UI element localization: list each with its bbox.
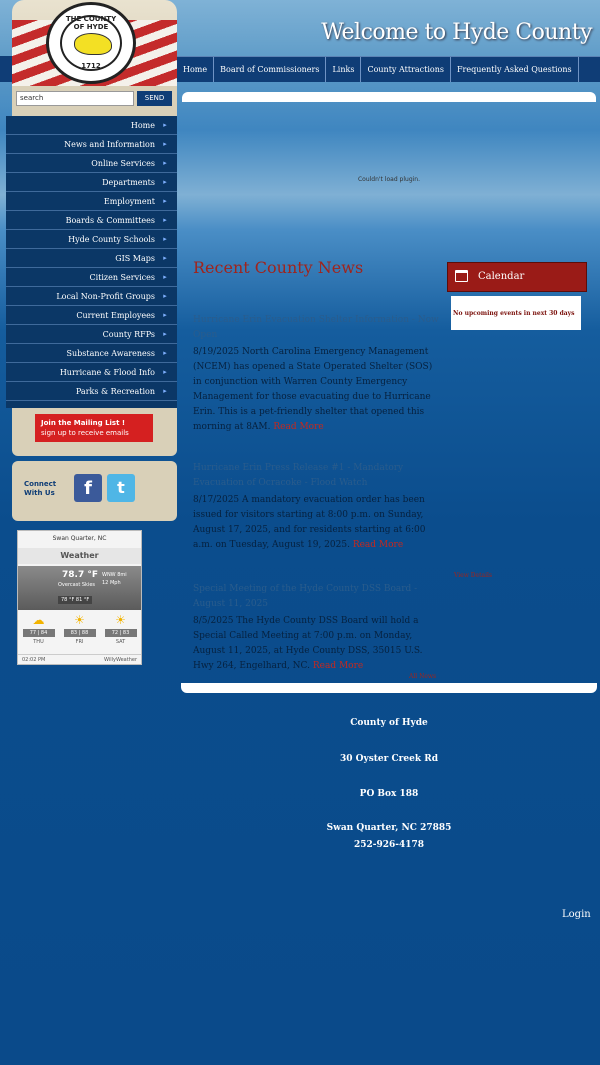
sidebar-item-online-services[interactable] (6, 154, 177, 173)
forecast-day-name: SAT (115, 639, 126, 645)
cloud-icon: ☁ (32, 613, 45, 627)
weather-title: Weather (18, 548, 141, 564)
sidebar-item-label: Hurricane & Flood Info (59, 367, 155, 377)
sidebar-item-label: Local Non-Profit Groups (56, 291, 155, 301)
topnav-links[interactable]: Links (326, 57, 361, 82)
weather-hilo: 78 °F 81 °F (58, 596, 92, 604)
site-title: Welcome to Hyde County (321, 20, 592, 45)
all-news-link[interactable]: All News (409, 673, 437, 680)
topnav-county-attractions[interactable]: County Attractions (361, 57, 451, 82)
calendar-header[interactable]: Calendar (447, 262, 587, 292)
chevron-right-icon: ▸ (163, 254, 167, 262)
chevron-right-icon: ▸ (163, 387, 167, 395)
mailing-list-button[interactable] (35, 414, 153, 442)
weather-wind-dir: WNW 8mi (102, 572, 127, 578)
forecast-day-name: THU (33, 639, 44, 645)
topnav-left-edge (0, 56, 12, 82)
seal-text: THE COUNTY OF HYDE (65, 15, 117, 31)
topnav-faq[interactable]: Frequently Asked Questions (451, 57, 579, 82)
sidebar-menu (6, 116, 177, 408)
news-article (193, 313, 443, 435)
weather-widget[interactable] (17, 530, 142, 665)
footer-city: Swan Quarter, NC 27885 (326, 823, 452, 833)
forecast-range: 83 | 88 (64, 629, 96, 637)
sidebar-item-label: Parks & Recreation (75, 386, 155, 396)
sidebar-item-departments[interactable] (6, 173, 177, 192)
weather-footer (18, 654, 141, 665)
footer-address1: 30 Oyster Creek Rd (339, 754, 439, 764)
plugin-error-message: Couldn't load plugin. (357, 176, 421, 183)
sidebar-item-label: Employment (103, 196, 155, 206)
county-seal-logo[interactable] (46, 2, 136, 84)
seal-year: 1712 (81, 62, 101, 70)
chevron-right-icon: ▸ (163, 178, 167, 186)
calendar-empty-message: No upcoming events in next 30 days (451, 296, 581, 330)
calendar-details-link[interactable]: View Details (454, 572, 493, 579)
article-body (193, 614, 443, 674)
forecast-day-name: FRI (75, 639, 84, 645)
sidebar-item-hurricane[interactable] (6, 363, 177, 382)
seal-bird-icon (74, 33, 112, 55)
sidebar-item-schools[interactable] (6, 230, 177, 249)
article-text: 8/5/2025 The Hyde County DSS Board will hold a Special Called Meeting at 7:00 p.m. on Monday, August 11, 2025, at Hyde County DSS, 35015 U.S. Hwy 264, Engelhard, NC. (193, 616, 423, 671)
sidebar-item-home[interactable] (6, 116, 177, 135)
sidebar-item-substance-awareness[interactable] (6, 344, 177, 363)
top-nav (177, 56, 600, 82)
chevron-right-icon: ▸ (163, 311, 167, 319)
forecast-range: 72 | 83 (105, 629, 137, 637)
sidebar-item-label: Boards & Committees (65, 215, 155, 225)
mailing-title: Join the Mailing List ! (41, 419, 126, 427)
sidebar-item-label: GIS Maps (115, 253, 155, 263)
weather-condition: Overcast Skies (58, 582, 96, 588)
connect-label: Connect With Us (24, 480, 57, 497)
forecast-range: 77 | 84 (23, 629, 55, 637)
chevron-right-icon: ▸ (163, 330, 167, 338)
sidebar-item-non-profit[interactable] (6, 287, 177, 306)
sidebar-item-label: Home (130, 120, 155, 130)
sidebar-item-rfps[interactable] (6, 325, 177, 344)
weather-temp: 78.7 °F (62, 570, 98, 580)
topnav-home[interactable]: Home (177, 57, 214, 82)
chevron-right-icon: ▸ (163, 140, 167, 148)
sidebar-item-label: Citizen Services (89, 272, 155, 282)
article-text: 8/17/2025 A mandatory evacuation order has been issued for visitors starting at 8:00 p.m. on Sunday, August 17, 2025, and for residents starting at 6:00 a.m. on Tuesday, August 19, 2025. (193, 495, 426, 550)
footer-address2: PO Box 188 (359, 789, 419, 799)
search-button[interactable]: SEND (137, 91, 172, 106)
sidebar-item-label: Current Employees (76, 310, 155, 320)
article-body (193, 345, 443, 435)
content-bottom-border (181, 683, 597, 693)
sidebar-item-label: News and Information (64, 139, 155, 149)
chevron-right-icon: ▸ (163, 235, 167, 243)
weather-location: Swan Quarter, NC (52, 535, 107, 542)
article-title[interactable]: Hurricane Erin Evacuation Shelter Information - Now Open (193, 315, 439, 340)
sun-icon: ☀ (74, 613, 85, 627)
search-input[interactable]: search (16, 91, 134, 106)
calendar-icon (455, 270, 468, 282)
news-article (193, 461, 443, 553)
article-text: 8/19/2025 North Carolina Emergency Management (NCEM) has opened a State Operated Shelter (SOS) in conjunction with Warren County Emergency Management for those evacuating due to Hurricane Erin. This is a pet-friendly shelter that opened this morning at 8AM. (193, 347, 433, 432)
weather-forecast (18, 613, 141, 653)
footer-name: County of Hyde (350, 718, 428, 728)
sidebar-item-label: Substance Awareness (66, 348, 155, 358)
facebook-icon[interactable]: f (74, 474, 102, 502)
weather-time: 02:02 PM (22, 657, 46, 663)
read-more-link[interactable]: Read More (312, 661, 364, 671)
sidebar-item-label: Departments (102, 177, 155, 187)
twitter-icon[interactable]: t (107, 474, 135, 502)
topnav-board-of-commissioners[interactable]: Board of Commissioners (214, 57, 326, 82)
chevron-right-icon: ▸ (163, 273, 167, 281)
read-more-link[interactable]: Read More (273, 422, 324, 432)
chevron-right-icon: ▸ (163, 368, 167, 376)
chevron-right-icon: ▸ (163, 216, 167, 224)
sidebar-item-current-employees[interactable] (6, 306, 177, 325)
sidebar-item-boards[interactable] (6, 211, 177, 230)
sidebar-item-label: Hyde County Schools (68, 234, 155, 244)
footer-phone: 252-926-4178 (353, 840, 425, 850)
forecast-day (23, 613, 55, 653)
sidebar-item-employment[interactable] (6, 192, 177, 211)
read-more-link[interactable]: Read More (352, 540, 404, 550)
forecast-day (105, 613, 137, 653)
sidebar-item-news[interactable] (6, 135, 177, 154)
sidebar-item-gis-maps[interactable] (6, 249, 177, 268)
chevron-right-icon: ▸ (163, 349, 167, 357)
sidebar-item-label: Online Services (91, 158, 155, 168)
news-heading: Recent County News (193, 258, 364, 277)
sidebar-item-label: County RFPs (102, 329, 155, 339)
weather-wind (102, 571, 127, 587)
login-link[interactable]: Login (562, 909, 591, 920)
county-seal-banner (12, 0, 177, 86)
chevron-right-icon: ▸ (163, 197, 167, 205)
news-article (193, 582, 443, 674)
chevron-right-icon: ▸ (163, 159, 167, 167)
article-body (193, 493, 443, 553)
chevron-right-icon: ▸ (163, 292, 167, 300)
mailing-subtitle: sign up to receive emails (41, 429, 129, 437)
weather-wind-speed: 12 Mph (102, 580, 121, 586)
article-title[interactable]: Hurricane Erin Press Release #1 - Mandatory Evacuation of Ocracoke - Flood Watch (193, 463, 404, 488)
sidebar-item-parks[interactable] (6, 382, 177, 401)
article-title[interactable]: Special Meeting of the Hyde County DSS Board - August 11, 2025 (193, 584, 418, 609)
sidebar-item-citizen-services[interactable] (6, 268, 177, 287)
chevron-right-icon: ▸ (163, 121, 167, 129)
weather-current (18, 566, 141, 610)
weather-brand[interactable]: WillyWeather (103, 657, 137, 663)
sun-icon: ☀ (115, 613, 126, 627)
content-top-border (182, 92, 596, 102)
forecast-day (64, 613, 96, 653)
